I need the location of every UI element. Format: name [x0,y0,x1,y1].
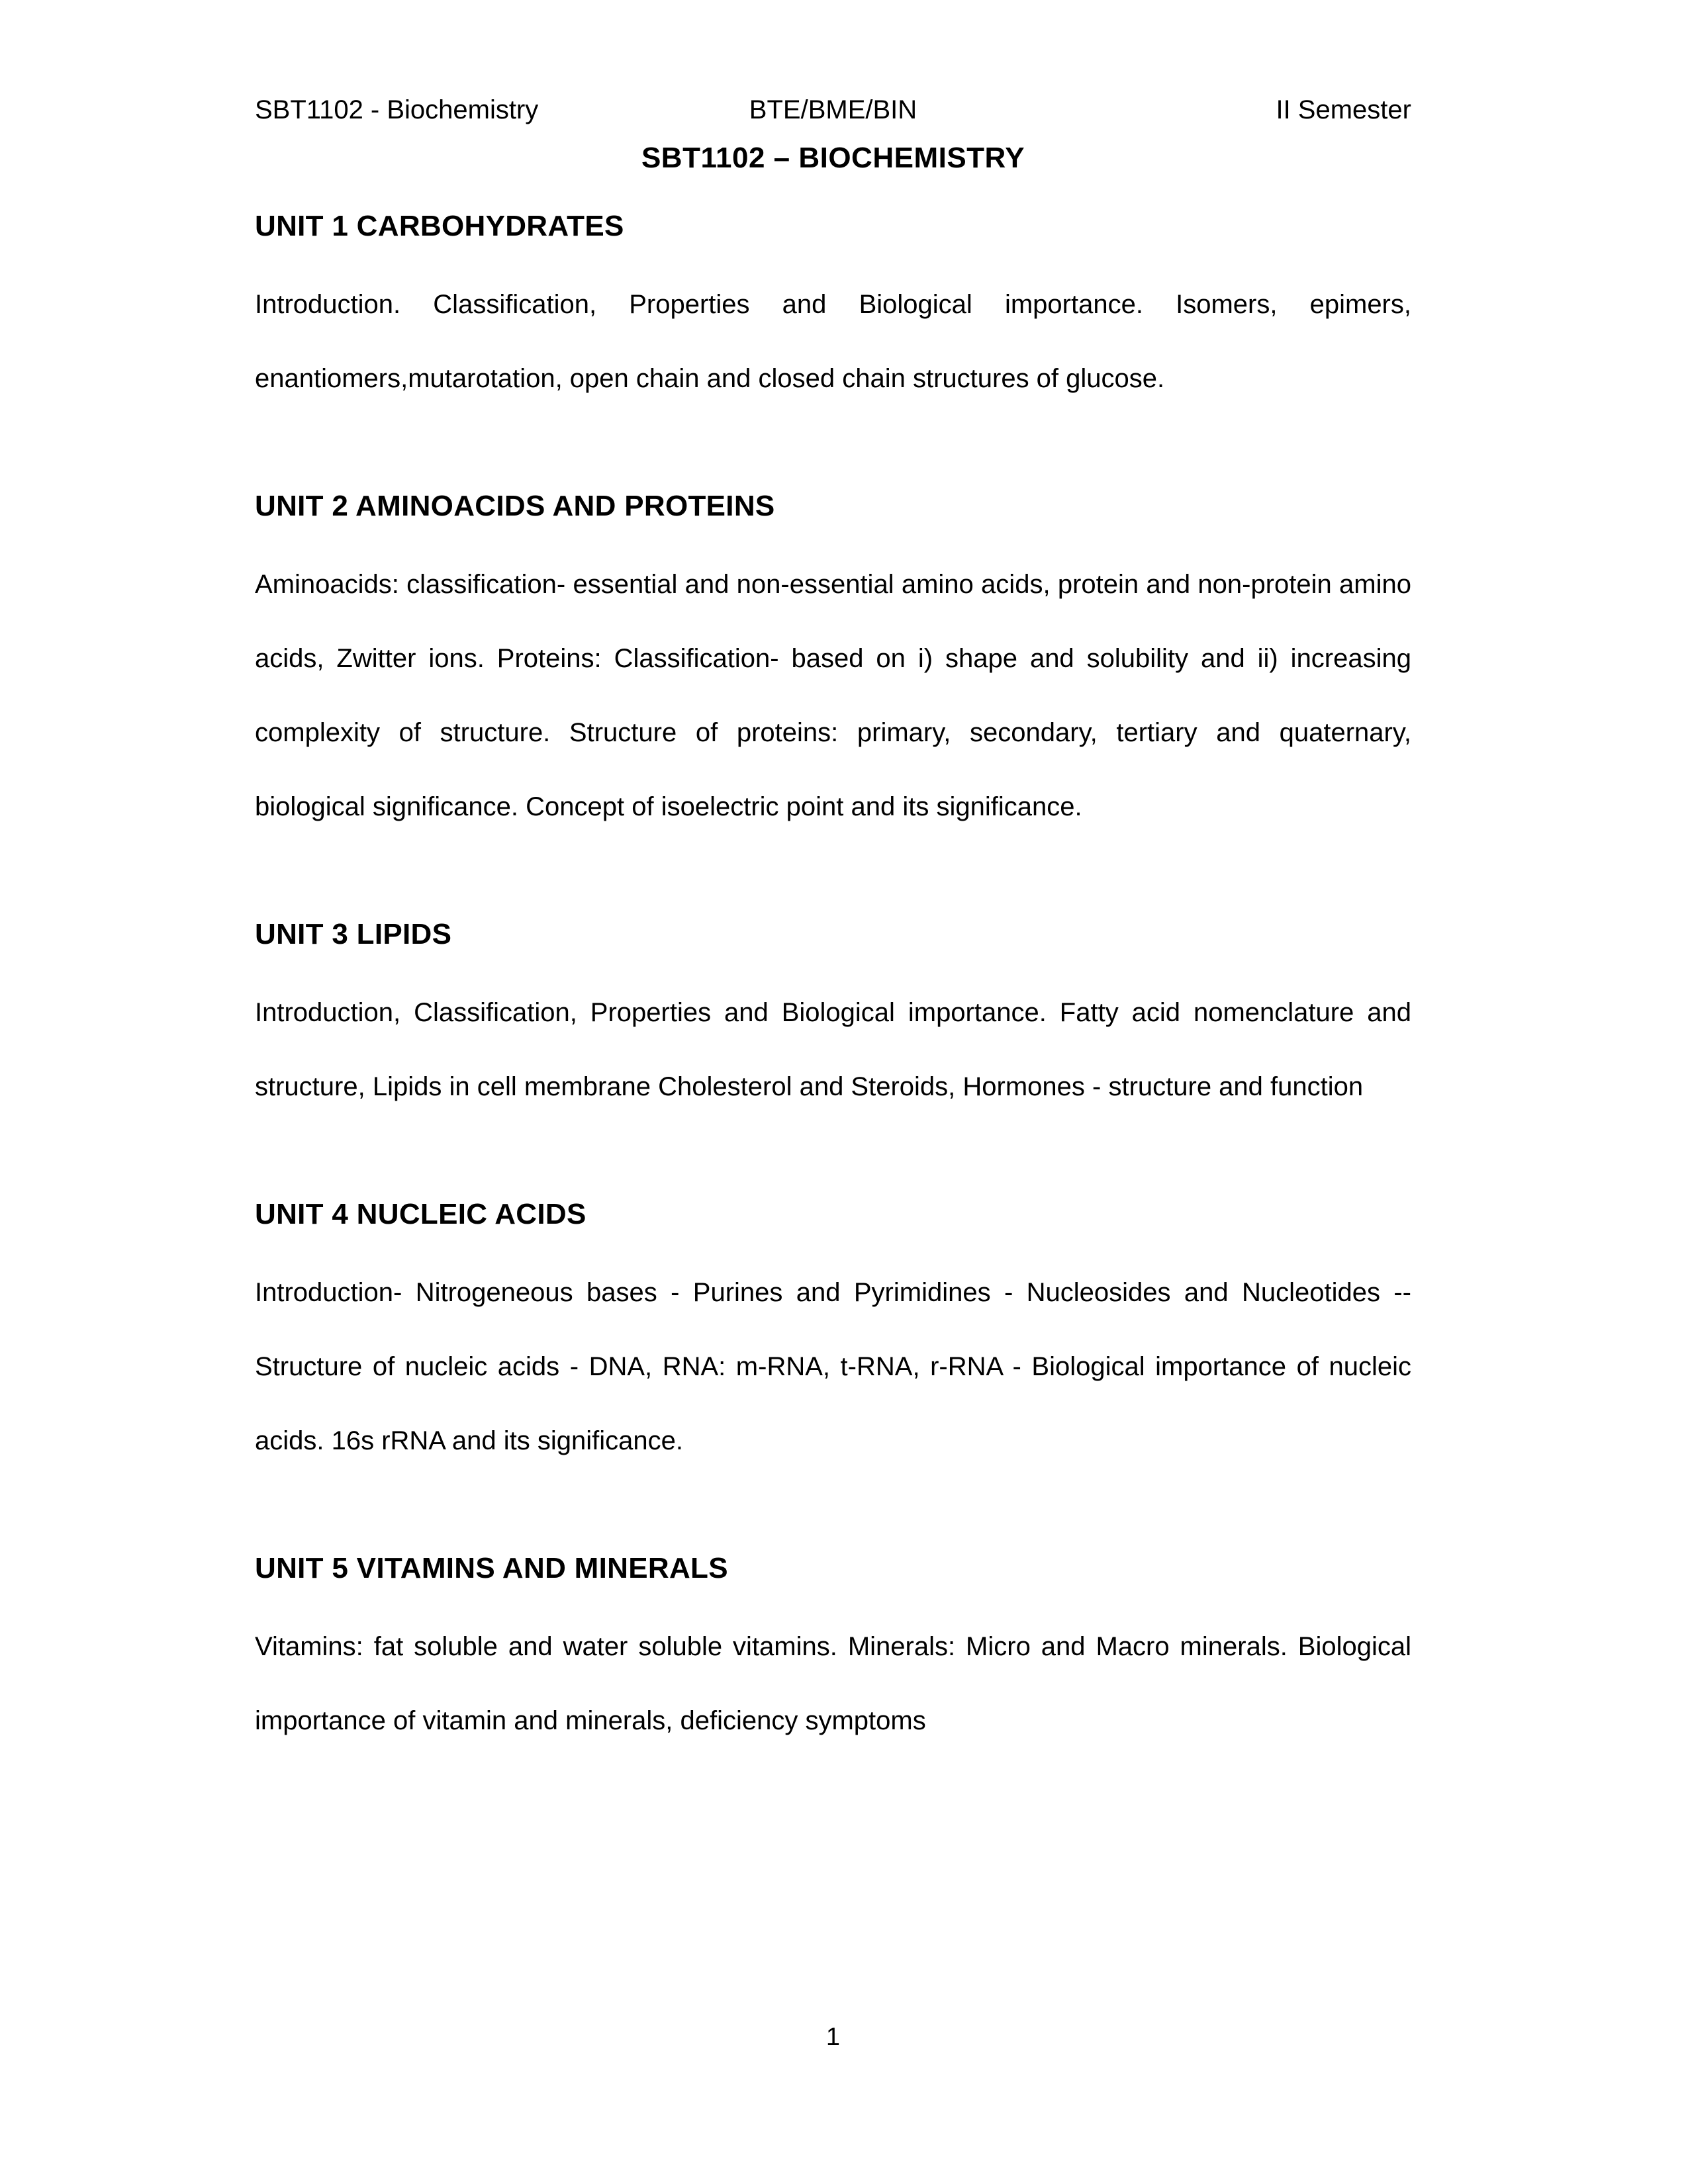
header-branch-codes: BTE/BME/BIN [749,95,917,124]
page-header [255,94,1411,126]
header-course-code: SBT1102 - Biochemistry [255,95,539,124]
unit-3-heading: UNIT 3 LIPIDS [255,918,452,950]
unit-5-body: Vitamins: fat soluble and water soluble vitamins. Minerals: Micro and Macro minerals. Biological importance of vitamin and minerals, deficiency symptoms [255,1632,1411,1735]
unit-5-heading: UNIT 5 VITAMINS AND MINERALS [255,1552,728,1584]
unit-1-section [255,208,1411,416]
header-semester: II Semester [1276,95,1411,124]
unit-1-body: Introduction. Classification, Properties and Biological importance. Isomers, epimers, enantiomers,mutarotation, open chain and closed chain structures of glucose. [255,290,1411,393]
unit-2-heading: UNIT 2 AMINOACIDS AND PROTEINS [255,490,775,522]
unit-5-section [255,1551,1411,1758]
unit-1-heading: UNIT 1 CARBOHYDRATES [255,210,624,242]
unit-4-heading: UNIT 4 NUCLEIC ACIDS [255,1198,586,1230]
unit-2-section [255,488,1411,844]
unit-2-body: Aminoacids: classification- essential and non-essential amino acids, protein and non-protein amino acids, Zwitter ions. Proteins: Classification- based on i) shape and solubility and ii) increasing complexity of structure. Structure of proteins: primary, secondary, tertiary and quaternary, biological significance. Concept of isoelectric point and its significance. [255,570,1411,821]
unit-4-section [255,1197,1411,1478]
unit-4-body: Introduction- Nitrogeneous bases - Purines and Pyrimidines - Nucleosides and Nucleotides -- Structure of nucleic acids - DNA, RNA: m-RNA, t-RNA, r-RNA - Biological importance of nucleic acids. 16s rRNA and its significance. [255,1278,1411,1455]
document-title: SBT1102 – BIOCHEMISTRY [641,142,1025,174]
page-number: 1 [825,2023,841,2051]
unit-3-body: Introduction, Classification, Properties and Biological importance. Fatty acid nomenclature and structure, Lipids in cell membrane Cholesterol and Steroids, Hormones - structure and function [255,998,1411,1101]
unit-3-section [255,917,1411,1124]
